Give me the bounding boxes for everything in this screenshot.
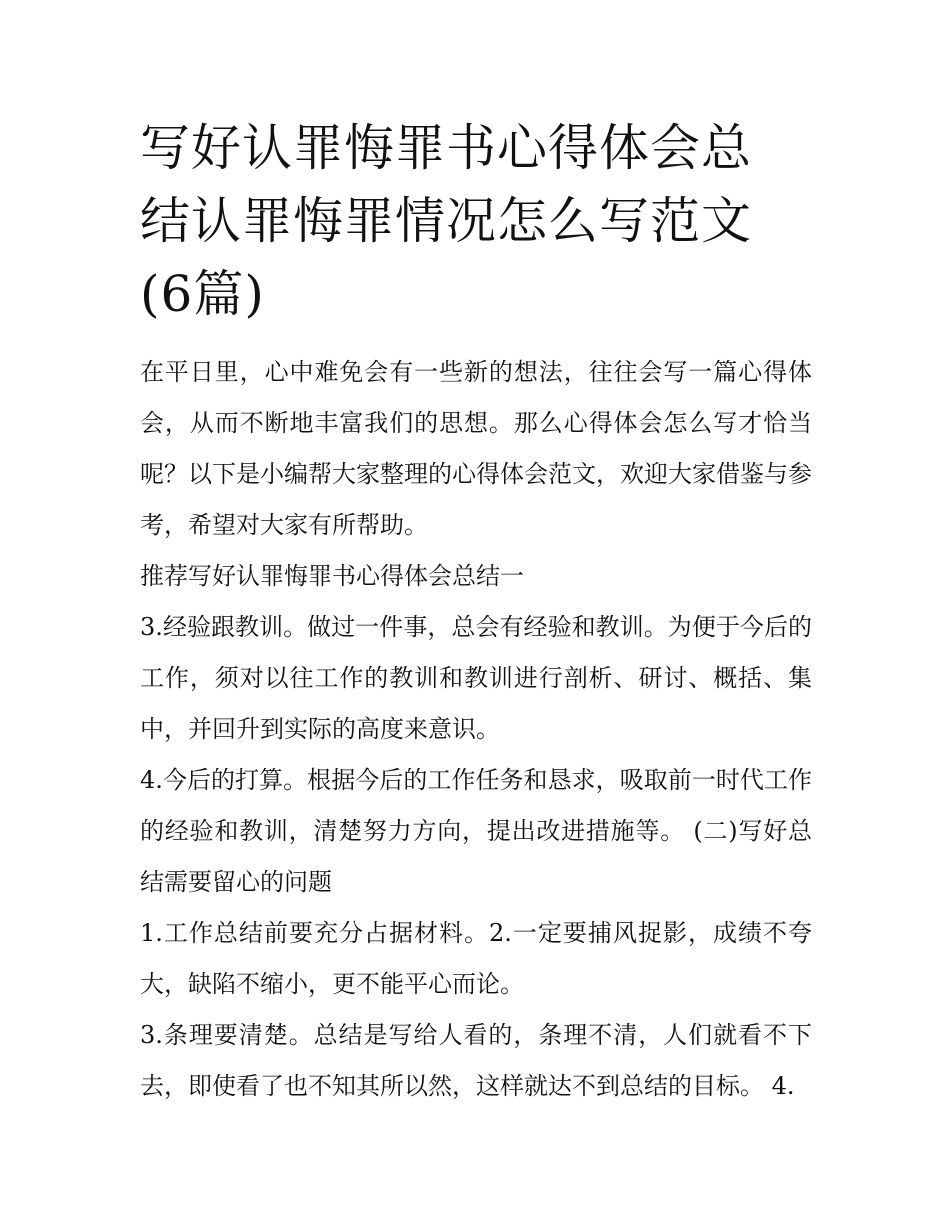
document-title: 写好认罪悔罪书心得体会总结认罪悔罪情况怎么写范文(6篇) — [140, 119, 752, 323]
document-page — [140, 112, 820, 1112]
body-paragraph: 1.工作总结前要充分占据材料。2.一定要捕风捉影，成绩不夸大，缺陷不缩小，更不能平心而论。 — [140, 919, 812, 998]
body-paragraph: 4.今后的打算。根据今后的工作任务和恳求，吸取前一时代工作的经验和教训，清楚努力方向，提出改进措施等。 (二)写好总结需要留心的问题 — [140, 766, 812, 896]
section-heading: 推荐写好认罪悔罪书心得体会总结一 — [140, 562, 524, 590]
body-paragraph: 3.条理要清楚。总结是写给人看的，条理不清，人们就看不下去，即使看了也不知其所以然，这样就达不到总结的目标。 4. — [140, 1021, 812, 1100]
body-paragraph: 3.经验跟教训。做过一件事，总会有经验和教训。为便于今后的工作，须对以往工作的教训和教训进行剖析、研讨、概括、集中，并回升到实际的高度来意识。 — [140, 613, 812, 743]
intro-paragraph: 在平日里，心中难免会有一些新的想法，往往会写一篇心得体会，从而不断地丰富我们的思想。那么心得体会怎么写才恰当呢？以下是小编帮大家整理的心得体会范文，欢迎大家借鉴与参考，希望对大家有所帮助。 — [140, 358, 812, 539]
